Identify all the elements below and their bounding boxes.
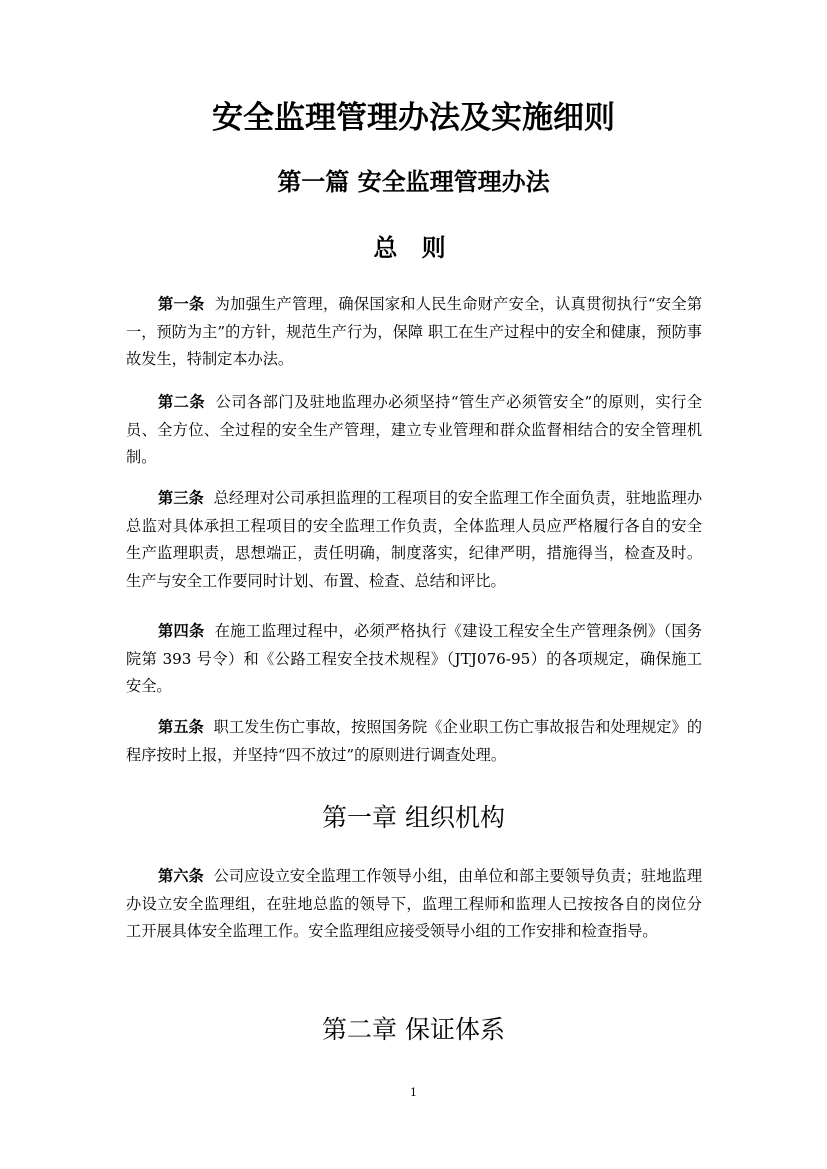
part-title: 第一篇 安全监理管理办法 [277,167,550,196]
article-2 [126,389,702,472]
article-text: 为加强生产管理，确保国家和人民生命财产安全，认真贯彻执行“安全第一，预防为主”的方针，规范生产行为，保障 职工在生产过程中的安全和健康，预防事故发生，特制定本办法。 [126,295,703,368]
article-5 [126,714,702,769]
article-6 [126,863,702,946]
general-provisions-heading: 总 则 [373,233,454,262]
article-label: 第六条 [158,867,204,885]
article-label: 第一条 [158,295,205,313]
chapter-one-title: 第一章 组织机构 [322,803,505,832]
article-label: 第三条 [158,489,204,507]
article-text: 职工发生伤亡事故，按照国务院《企业职工伤亡事故报告和处理规定》的程序按时上报，并坚持“四不放过”的原则进行调查处理。 [126,718,703,764]
article-text: 公司应设立安全监理工作领导小组，由单位和部主要领导负责；驻地监理办设立安全监理组，在驻地总监的领导下，监理工程师和监理人已按按各自的岗位分工开展具体安全监理工作。安全监理组应接受领导小组的工作安排和检查指导。 [126,867,703,940]
article-text: 在施工监理过程中，必须严格执行《建设工程安全生产管理条例》（国务院第 393 号令）和《公路工程安全技术规程》（JTJ076-95）的各项规定，确保施工安全。 [126,622,703,695]
article-label: 第二条 [158,393,206,411]
article-3 [126,485,702,595]
article-1 [126,291,702,374]
article-text: 总经理对公司承担监理的工程项目的安全监理工作全面负责，驻地监理办总监对具体承担工程项目的安全监理工作负责，全体监理人员应严格履行各自的安全生产监理职责，思想端正，责任明确，制度落实，纪律严明，措施得当，检查及时。生产与安全工作要同时计划、布置、检查、总结和评比。 [126,489,703,590]
article-text: 公司各部门及驻地监理办必须坚持“管生产必须管安全”的原则，实行全员、全方位、全过程的安全生产管理，建立专业管理和群众监督相结合的安全管理机制。 [126,393,703,466]
article-label: 第五条 [158,718,204,736]
article-label: 第四条 [158,622,205,640]
page-number: 1 [410,1086,417,1099]
article-4 [126,618,702,701]
chapter-two-title: 第二章 保证体系 [322,1015,505,1044]
document-title: 安全监理管理办法及实施细则 [212,100,615,136]
